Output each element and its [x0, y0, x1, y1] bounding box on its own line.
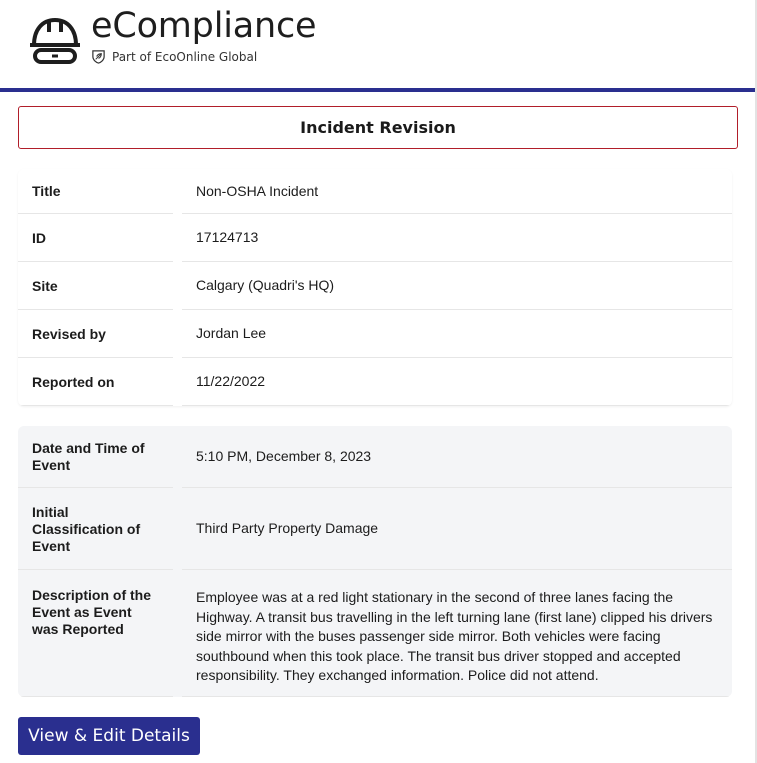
row-value: 17124713 [196, 229, 259, 246]
row-label: Description of the Event as Event was Reported [32, 587, 152, 637]
row-value: Non-OSHA Incident [196, 182, 319, 199]
details-row-description [18, 570, 732, 697]
row-label: Title [32, 183, 61, 199]
details-card [18, 426, 732, 697]
summary-row-site [18, 262, 732, 310]
row-label: Site [32, 277, 58, 294]
hardhat-goggles-icon [28, 12, 82, 66]
row-value: 5:10 PM, December 8, 2023 [196, 448, 372, 465]
details-row-classification [18, 488, 732, 570]
leaf-shield-icon [91, 49, 106, 64]
brand-name: eCompliance [91, 6, 317, 46]
divider [18, 405, 173, 406]
divider [182, 696, 732, 697]
divider [182, 405, 732, 406]
summary-row-title [18, 169, 732, 214]
row-value: Third Party Property Damage [196, 520, 379, 537]
row-value: Jordan Lee [196, 325, 267, 342]
summary-row-revised-by [18, 310, 732, 358]
row-label: Revised by [32, 325, 106, 342]
app-header [0, 0, 757, 92]
row-value: Employee was at a red light stationary in the second of three lanes facing the Highway. A transit bus travelling in the left turning lane (first lane) clipped his drivers side mirror with the buses passenger side mirror. Both vehicles were facing southbound when this took place. The transit bus driver stopped and accepted responsibility. They exchanged information. Police did not attend. [196, 589, 713, 683]
summary-row-id [18, 214, 732, 262]
divider [18, 696, 173, 697]
view-edit-details-button[interactable]: View & Edit Details [18, 717, 200, 755]
row-value: 11/22/2022 [196, 373, 266, 390]
details-row-date-time [18, 426, 732, 488]
row-label: ID [32, 229, 46, 246]
tagline [91, 49, 257, 64]
summary-card [18, 169, 732, 406]
page-title: Incident Revision [18, 106, 738, 149]
tagline-text: Part of EcoOnline Global [112, 49, 258, 64]
summary-row-reported-on [18, 358, 732, 406]
row-label: Date and Time of Event [32, 440, 145, 473]
row-label: Initial Classification of Event [32, 503, 141, 554]
row-value: Calgary (Quadri's HQ) [196, 277, 335, 294]
row-label: Reported on [32, 373, 115, 390]
